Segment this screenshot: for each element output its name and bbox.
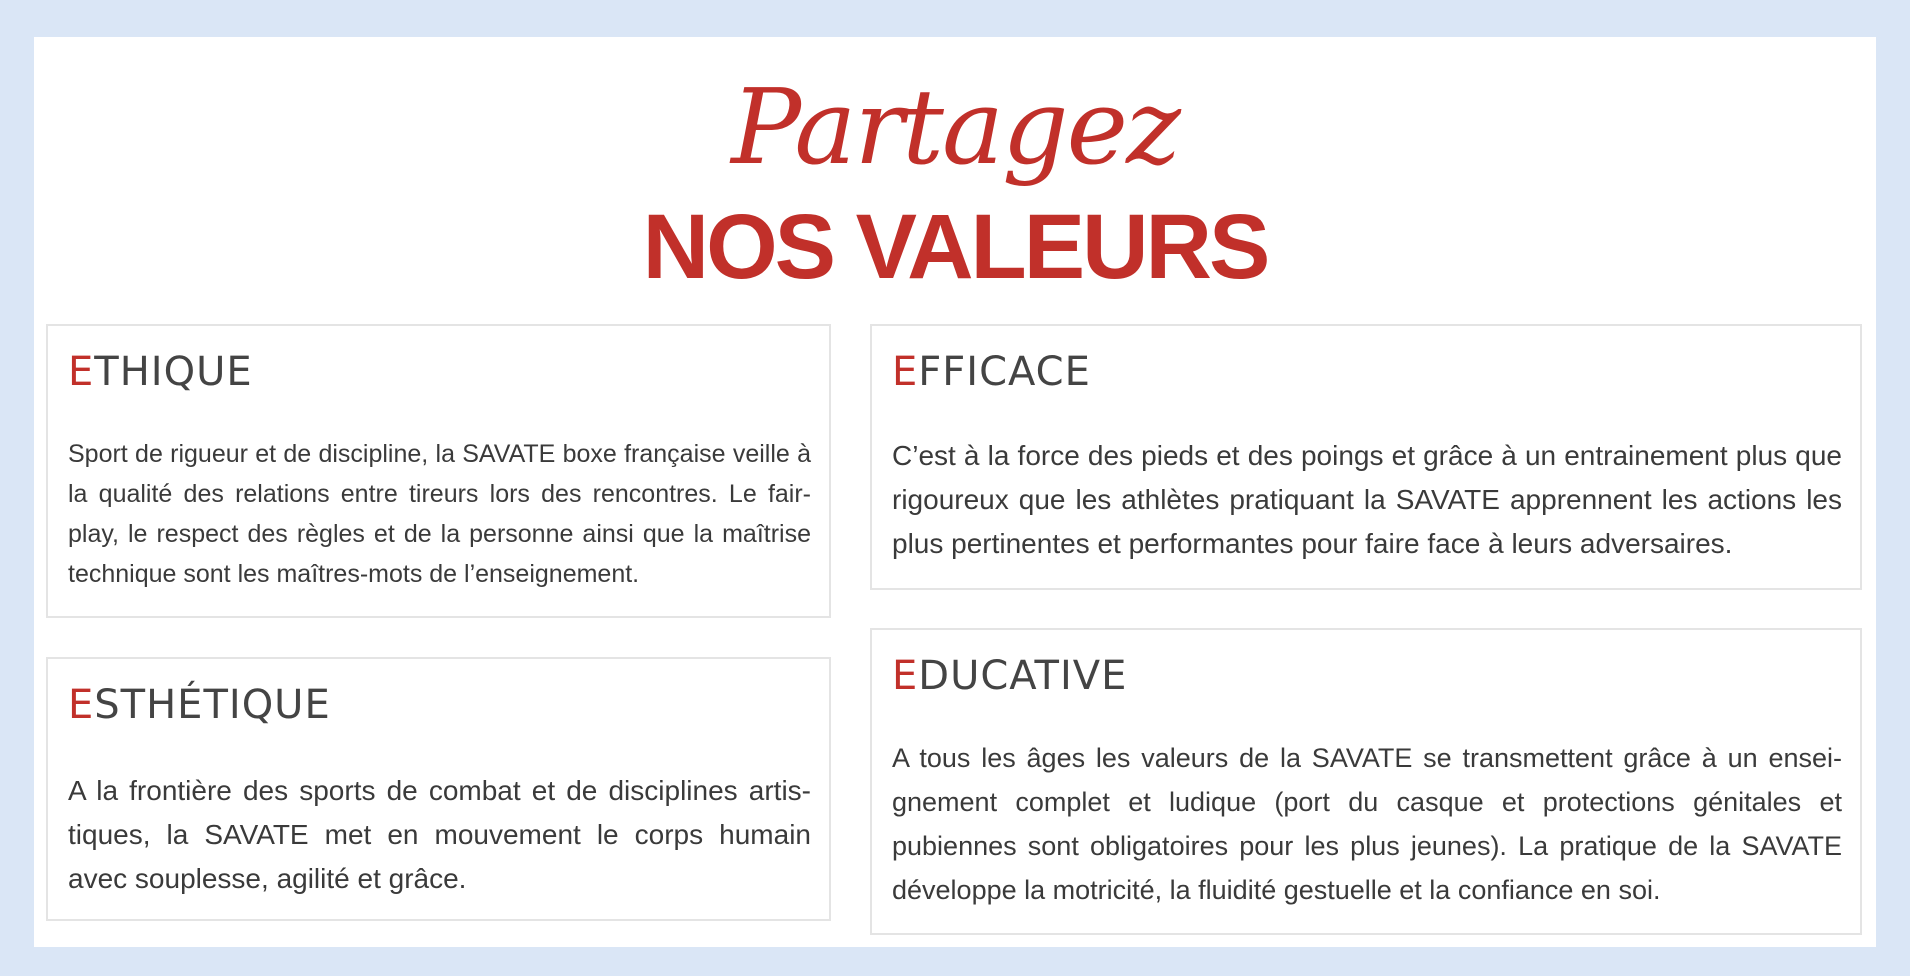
card-title [68,681,331,729]
script-title: Partagez [731,66,1179,188]
content-panel [34,37,1876,947]
title-rest: DUCATIVE [918,653,1128,699]
title-rest: THIQUE [94,349,253,395]
title-rest: FFICACE [918,349,1091,395]
value-card-ethique [46,324,831,618]
title-initial: E [68,682,95,728]
value-card-educative [870,628,1862,935]
title-initial: E [892,653,919,699]
title-rest: STHÉTIQUE [94,682,331,728]
card-text: Sport de rigueur et de discipline, la SAVATE boxe française veille à la qualité des relations entre tireurs lors des rencontres. Le fair-play, le respect des règles et de la personne ainsi que la maîtrise technique sont les maîtres-mots de l’enseignement. [68,440,811,588]
card-text: A tous les âges les valeurs de la SAVATE se transmettent grâce à un ensei-gnement complet et ludique (port du casque et protections génitales et pubiennes sont obligatoires pour les plus jeunes). La pratique de la SAVATE développe la motricité, la fluidité gestuelle et la confiance en soi. [892,743,1842,905]
value-card-efficace [870,324,1862,590]
card-text: C’est à la force des pieds et des poings et grâce à un entrainement plus que rigoureux que les athlètes pratiquant la SAVATE apprennent les actions les plus pertinentes et performantes pour faire face à leurs adversaires. [892,440,1842,559]
card-title [892,348,1091,396]
value-card-esthetique [46,657,831,921]
page-title: NOS VALEURS [642,196,1268,298]
card-title [68,348,253,396]
card-text: A la frontière des sports de combat et de disciplines artis-tiques, la SAVATE met en mouvement le corps humain avec souplesse, agilité et grâce. [68,775,811,894]
title-initial: E [892,349,919,395]
title-initial: E [68,349,95,395]
card-title [892,652,1127,700]
header [34,37,1876,327]
